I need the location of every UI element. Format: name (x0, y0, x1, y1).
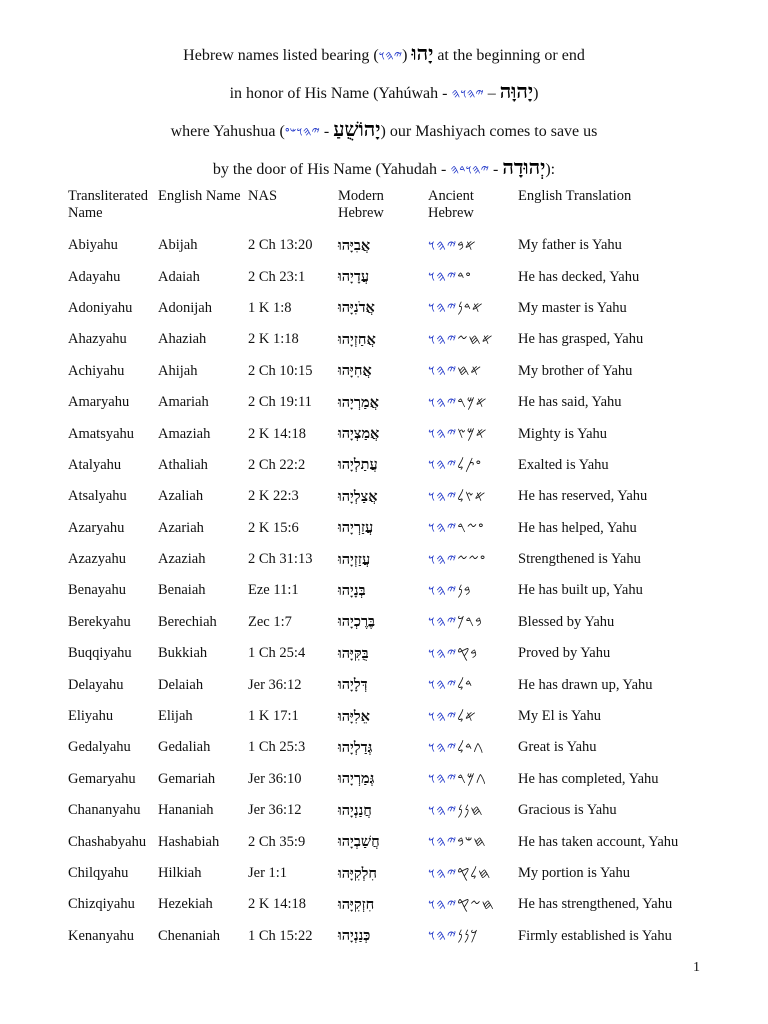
english-name: Delaiah (158, 676, 204, 693)
nas-reference: 2 K 14:18 (248, 896, 306, 913)
ancient-hebrew-prefix: 𐤀𐤁 (457, 237, 477, 254)
ancient-hebrew-yahu-suffix: 𐤉𐤄𐤅 (428, 457, 458, 474)
header-line-2 (0, 74, 768, 112)
header-line-1-text: Hebrew names listed bearing (183, 47, 374, 64)
ancient-hebrew (424, 544, 514, 575)
nas-reference: 2 Ch 31:13 (248, 551, 313, 568)
table-row (64, 732, 704, 763)
english-name: Bukkiah (158, 645, 208, 662)
ancient-hebrew (424, 607, 514, 638)
english-translation: Strengthened is Yahu (518, 551, 641, 568)
ancient-hebrew (424, 261, 514, 292)
ancient-hebrew-yahu-suffix: 𐤉𐤄𐤅 (428, 896, 458, 913)
modern-hebrew: בְּנָיָהוּ (338, 581, 366, 599)
ancient-hebrew (424, 889, 514, 920)
nas-reference: Jer 1:1 (248, 865, 288, 881)
ancient-hebrew-prefix: 𐤀𐤑𐤋 (457, 488, 487, 505)
nas-reference: 2 Ch 13:20 (248, 237, 313, 254)
ancient-hebrew-yahu-suffix: 𐤉𐤄𐤅 (428, 520, 458, 537)
english-translation: He has helped, Yahu (518, 519, 637, 536)
english-name: Gedaliah (158, 739, 211, 756)
table-row (64, 544, 704, 575)
header-line-1 (0, 36, 768, 74)
modern-hebrew: בֻּקִּיָּהוּ (338, 644, 369, 662)
nas-reference: 1 Ch 15:22 (248, 927, 313, 944)
transliterated-name: Gedalyahu (68, 739, 131, 756)
ancient-hebrew-yahu-suffix: 𐤉𐤄𐤅 (428, 582, 458, 599)
ancient-hebrew-prefix: 𐤃𐤋 (457, 677, 474, 694)
ancient-hebrew-yahu-suffix: 𐤉𐤄𐤅 (428, 394, 458, 411)
modern-hebrew: חֲשַׁבְיָהוּ (338, 833, 380, 851)
modern-hebrew: אֲחִיָּהוּ (338, 362, 372, 380)
nas-reference: Eze 11:1 (248, 582, 299, 599)
header-line-4-sep: - (489, 161, 503, 178)
english-name: Elijah (158, 708, 193, 725)
ancient-hebrew-yahu-suffix: 𐤉𐤄𐤅 (428, 551, 458, 568)
english-name: Benaiah (158, 582, 206, 599)
document-header (0, 36, 768, 188)
transliterated-name: Chilqyahu (68, 865, 129, 881)
table-row (64, 701, 704, 732)
english-translation: He has decked, Yahu (518, 268, 640, 285)
ancient-hebrew (424, 795, 514, 826)
modern-hebrew: גְּמַרְיָהוּ (338, 770, 375, 788)
table-row (64, 889, 704, 920)
table-row (64, 293, 704, 324)
english-translation: My El is Yahu (518, 708, 601, 725)
header-line-1-end: ) at the beginning or end (373, 47, 585, 64)
table-row (64, 450, 704, 481)
nas-reference: 2 K 1:18 (248, 331, 299, 348)
table-row (64, 261, 704, 292)
table-row (64, 575, 704, 606)
transliterated-name: Eliyahu (68, 708, 114, 725)
english-name: Hananiah (158, 802, 214, 819)
ancient-hebrew (424, 669, 514, 700)
modern-hebrew: אֲדֹנִיָּהוּ (338, 299, 375, 317)
header-line-2-end: ) (533, 85, 539, 102)
table-row (64, 607, 704, 638)
ancient-hebrew (424, 732, 514, 763)
ancient-hebrew-yahu-suffix: 𐤉𐤄𐤅 (428, 771, 458, 788)
ancient-hebrew-yahu-suffix: 𐤉𐤄𐤅 (428, 426, 458, 443)
ancient-hebrew (424, 418, 514, 449)
modern-hebrew: אֲבִיָּהוּ (338, 236, 371, 254)
column-header-translation: English Translation (518, 188, 632, 204)
nas-reference: 1 K 1:8 (248, 299, 292, 316)
modern-hebrew: כְּנַנְיָהוּ (338, 927, 371, 945)
table-row (64, 356, 704, 387)
nas-reference: 2 K 15:6 (248, 519, 299, 536)
english-translation: My father is Yahu (518, 237, 622, 254)
ancient-hebrew-prefix: 𐤂𐤃𐤋 (457, 739, 485, 756)
ancient-hebrew-prefix: 𐤀𐤃𐤍 (457, 300, 484, 317)
modern-hebrew: אֲמַצְיָהוּ (338, 425, 380, 443)
english-translation: My master is Yahu (518, 299, 627, 316)
table-row (64, 669, 704, 700)
modern-hebrew: בֶּרֶכְיָהוּ (338, 613, 376, 631)
ancient-hebrew-yahu-suffix: 𐤉𐤄𐤅 (428, 928, 458, 945)
nas-reference: 2 K 22:3 (248, 488, 299, 505)
modern-hebrew: אֲמַרְיָהוּ (338, 393, 379, 411)
nas-reference: 1 Ch 25:3 (248, 739, 306, 756)
column-header-ancient: Ancient Hebrew (428, 188, 474, 221)
english-name: Ahaziah (158, 331, 207, 348)
transliterated-name: Chananyahu (68, 802, 141, 819)
transliterated-name: Benayahu (68, 582, 126, 599)
page-number: 1 (693, 960, 700, 975)
column-header-modern: Modern Hebrew (338, 188, 384, 221)
nas-reference: 2 Ch 22:2 (248, 456, 306, 473)
transliterated-name: Ahazyahu (68, 331, 127, 348)
modern-hebrew: חִזְקִיָּהוּ (338, 895, 375, 913)
table-row (64, 324, 704, 355)
header-hebrew-yahudah: יְהוּדָה (502, 155, 546, 179)
ancient-hebrew-yahu-suffix: 𐤉𐤄𐤅 (428, 645, 458, 662)
transliterated-name: Buqqiyahu (68, 645, 132, 662)
english-translation: He has strengthened, Yahu (518, 896, 673, 913)
english-translation: He has said, Yahu (518, 394, 622, 411)
ancient-hebrew-prefix: 𐤁𐤒 (457, 645, 478, 662)
english-translation: Exalted is Yahu (518, 456, 609, 473)
header-line-3-end: ) our Mashiyach comes to save us (380, 123, 598, 140)
ancient-hebrew-prefix: 𐤇𐤍𐤍 (457, 802, 484, 819)
english-name: Azaziah (158, 551, 206, 568)
english-name: Hilkiah (158, 865, 202, 881)
ancient-hebrew-prefix: 𐤏𐤆𐤆 (457, 551, 487, 568)
english-translation: My portion is Yahu (518, 865, 630, 881)
header-line-3-text: where Yahushua ( (170, 123, 285, 140)
header-hebrew-yahu: יָהוּ (411, 41, 434, 65)
english-translation: Proved by Yahu (518, 645, 611, 662)
ancient-hebrew-yahu-suffix: 𐤉𐤄𐤅 (428, 802, 458, 819)
ancient-hebrew-yahu-suffix: 𐤉𐤄𐤅 (428, 300, 458, 317)
ancient-hebrew-yahu-suffix: 𐤉𐤄𐤅 (428, 739, 458, 756)
ancient-hebrew-yahu-suffix: 𐤉𐤄𐤅 (428, 488, 458, 505)
ancient-hebrew-yahu-suffix: 𐤉𐤄𐤅 (428, 834, 458, 851)
transliterated-name: Gemaryahu (68, 770, 136, 787)
english-name: Hashabiah (158, 833, 220, 850)
english-translation: Mighty is Yahu (518, 425, 608, 442)
english-name: Ahijah (158, 362, 198, 379)
transliterated-name: Kenanyahu (68, 927, 135, 944)
header-ancient-yahuwah: 𐤉𐤄𐤅𐤄 (451, 87, 484, 102)
modern-hebrew: גְּדַלְיָהוּ (338, 738, 373, 756)
table-row (64, 638, 704, 669)
transliterated-name: Azaryahu (68, 519, 125, 536)
table-header-row (64, 182, 704, 230)
header-line-3 (0, 112, 768, 150)
english-name: Chenaniah (158, 927, 221, 944)
header-line-4-text: by the door of His Name (Yahudah - (212, 161, 451, 178)
ancient-hebrew (424, 764, 514, 795)
english-name: Amaziah (158, 425, 211, 442)
ancient-hebrew (424, 293, 514, 324)
english-translation: Great is Yahu (518, 739, 597, 756)
transliterated-name: Atsalyahu (68, 488, 127, 505)
transliterated-name: Amaryahu (68, 394, 130, 411)
english-translation: He has built up, Yahu (518, 582, 643, 599)
transliterated-name: Atalyahu (68, 456, 122, 473)
modern-hebrew: חִלְקִיָּהוּ (338, 864, 377, 882)
modern-hebrew: עֲזַזְיָהוּ (338, 550, 371, 568)
ancient-hebrew-prefix: 𐤇𐤋𐤒 (457, 865, 492, 882)
table-row (64, 418, 704, 449)
ancient-hebrew (424, 858, 514, 889)
ancient-hebrew-yahu-suffix: 𐤉𐤄𐤅 (428, 363, 458, 380)
modern-hebrew: דְּלָיָהוּ (338, 676, 368, 694)
nas-reference: 2 K 14:18 (248, 425, 306, 442)
header-ancient-yahu: 𐤉𐤄𐤅 (378, 49, 403, 64)
modern-hebrew: עֲתַלְיָהוּ (338, 456, 378, 474)
ancient-hebrew (424, 387, 514, 418)
transliterated-name: Abiyahu (68, 237, 118, 254)
ancient-hebrew-prefix: 𐤀𐤌𐤓 (457, 394, 488, 411)
ancient-hebrew-yahu-suffix: 𐤉𐤄𐤅 (428, 237, 458, 254)
header-line-4-end: ): (545, 161, 556, 178)
modern-hebrew: עֲזַרְיָהוּ (338, 519, 374, 537)
nas-reference: 2 Ch 35:9 (248, 833, 306, 850)
ancient-hebrew-prefix: 𐤏𐤕𐤋 (457, 457, 483, 474)
header-hebrew-yahuwah: יָהוָּה (499, 79, 534, 103)
ancient-hebrew (424, 356, 514, 387)
ancient-hebrew (424, 450, 514, 481)
ancient-hebrew-prefix: 𐤀𐤋 (457, 708, 477, 725)
column-header-transliterated: Transliterated Name (68, 188, 149, 221)
ancient-hebrew-yahu-suffix: 𐤉𐤄𐤅 (428, 269, 458, 286)
header-hebrew-yahushua: יָהוֹשֻׁעַ (333, 117, 381, 141)
english-translation: He has reserved, Yahu (518, 488, 648, 505)
transliterated-name: Amatsyahu (68, 425, 135, 442)
table-row (64, 230, 704, 261)
table-row (64, 921, 704, 952)
header-line-2-text: in honor of His Name (Yahúwah - (229, 85, 452, 102)
ancient-hebrew (424, 324, 514, 355)
nas-reference: Jer 36:12 (248, 676, 302, 693)
ancient-hebrew-prefix: 𐤏𐤃 (457, 269, 472, 286)
ancient-hebrew-prefix: 𐤀𐤌𐤑 (457, 426, 488, 443)
header-line-1-paren: ( (402, 47, 412, 64)
ancient-hebrew-prefix: 𐤀𐤇𐤆 (457, 331, 494, 348)
ancient-hebrew-prefix: 𐤂𐤌𐤓 (457, 771, 487, 788)
table-row (64, 513, 704, 544)
column-header-nas: NAS (248, 188, 278, 204)
english-name: Azariah (158, 519, 204, 536)
ancient-hebrew (424, 513, 514, 544)
table-row (64, 858, 704, 889)
ancient-hebrew-yahu-suffix: 𐤉𐤄𐤅 (428, 708, 458, 725)
modern-hebrew: חֲנַנְיָהוּ (338, 801, 372, 819)
transliterated-name: Achiyahu (68, 362, 125, 379)
table-row (64, 826, 704, 857)
modern-hebrew: אֲחַזְיָהוּ (338, 330, 376, 348)
transliterated-name: Chizqiyahu (68, 896, 135, 913)
ancient-hebrew (424, 481, 514, 512)
transliterated-name: Adoniyahu (68, 299, 133, 316)
english-translation: He has completed, Yahu (518, 770, 659, 787)
english-translation: My brother of Yahu (518, 362, 633, 379)
english-name: Hezekiah (158, 896, 213, 913)
english-translation: He has grasped, Yahu (518, 331, 644, 348)
table-row (64, 481, 704, 512)
header-line-3-sep: - (319, 123, 334, 140)
table-body (64, 230, 704, 952)
modern-hebrew: אֲצַלְיָהוּ (338, 487, 378, 505)
english-name: Adaiah (158, 268, 200, 285)
english-name: Azaliah (158, 488, 204, 505)
english-name: Abijah (158, 237, 198, 254)
header-ancient-yahudah: 𐤉𐤄𐤅𐤃𐤄 (450, 163, 490, 178)
transliterated-name: Adayahu (68, 268, 121, 285)
ancient-hebrew-prefix: 𐤁𐤍 (457, 582, 472, 599)
nas-reference: Zec 1:7 (248, 613, 292, 630)
transliterated-name: Chashabyahu (68, 833, 147, 850)
english-name: Amariah (158, 394, 209, 411)
header-ancient-yahushua: 𐤉𐤄𐤅𐤔𐤏 (284, 125, 320, 140)
ancient-hebrew-prefix: 𐤇𐤔𐤁 (457, 834, 487, 851)
nas-reference: 2 Ch 10:15 (248, 362, 313, 379)
nas-reference: 1 Ch 25:4 (248, 645, 306, 662)
table-row (64, 795, 704, 826)
ancient-hebrew-prefix: 𐤇𐤆𐤒 (457, 896, 495, 913)
english-translation: He has drawn up, Yahu (518, 676, 653, 693)
nas-reference: 1 K 17:1 (248, 708, 299, 725)
ancient-hebrew (424, 230, 514, 261)
ancient-hebrew (424, 921, 514, 952)
ancient-hebrew-prefix: 𐤏𐤆𐤓 (457, 520, 485, 537)
ancient-hebrew (424, 701, 514, 732)
ancient-hebrew (424, 826, 514, 857)
transliterated-name: Berekyahu (68, 613, 131, 630)
english-translation: Firmly established is Yahu (518, 927, 672, 944)
nas-reference: 2 Ch 23:1 (248, 268, 306, 285)
ancient-hebrew-yahu-suffix: 𐤉𐤄𐤅 (428, 865, 458, 882)
ancient-hebrew-prefix: 𐤀𐤇 (457, 363, 483, 380)
table-row (64, 387, 704, 418)
ancient-hebrew-yahu-suffix: 𐤉𐤄𐤅 (428, 614, 458, 631)
nas-reference: Jer 36:10 (248, 770, 302, 787)
ancient-hebrew-prefix: 𐤁𐤓𐤊 (457, 614, 483, 631)
modern-hebrew: אֵלִיָּהוּ (338, 707, 370, 725)
english-name: Gemariah (158, 770, 216, 787)
english-name: Adonijah (158, 299, 212, 316)
table-row (64, 764, 704, 795)
english-name: Berechiah (158, 613, 217, 630)
english-translation: He has taken account, Yahu (518, 833, 679, 850)
transliterated-name: Azazyahu (68, 551, 126, 568)
names-table (64, 182, 704, 952)
ancient-hebrew-prefix: 𐤊𐤍𐤍 (457, 928, 479, 945)
ancient-hebrew (424, 575, 514, 606)
ancient-hebrew-yahu-suffix: 𐤉𐤄𐤅 (428, 331, 458, 348)
header-line-2-sep: – (483, 85, 500, 102)
ancient-hebrew (424, 638, 514, 669)
modern-hebrew: עֲדָיָהוּ (338, 268, 370, 286)
english-translation: Blessed by Yahu (518, 613, 615, 630)
ancient-hebrew-yahu-suffix: 𐤉𐤄𐤅 (428, 677, 458, 694)
nas-reference: Jer 36:12 (248, 802, 302, 819)
transliterated-name: Delayahu (68, 676, 124, 693)
nas-reference: 2 Ch 19:11 (248, 394, 312, 411)
english-name: Athaliah (158, 456, 208, 473)
english-translation: Gracious is Yahu (518, 802, 617, 819)
column-header-english: English Name (158, 188, 241, 204)
